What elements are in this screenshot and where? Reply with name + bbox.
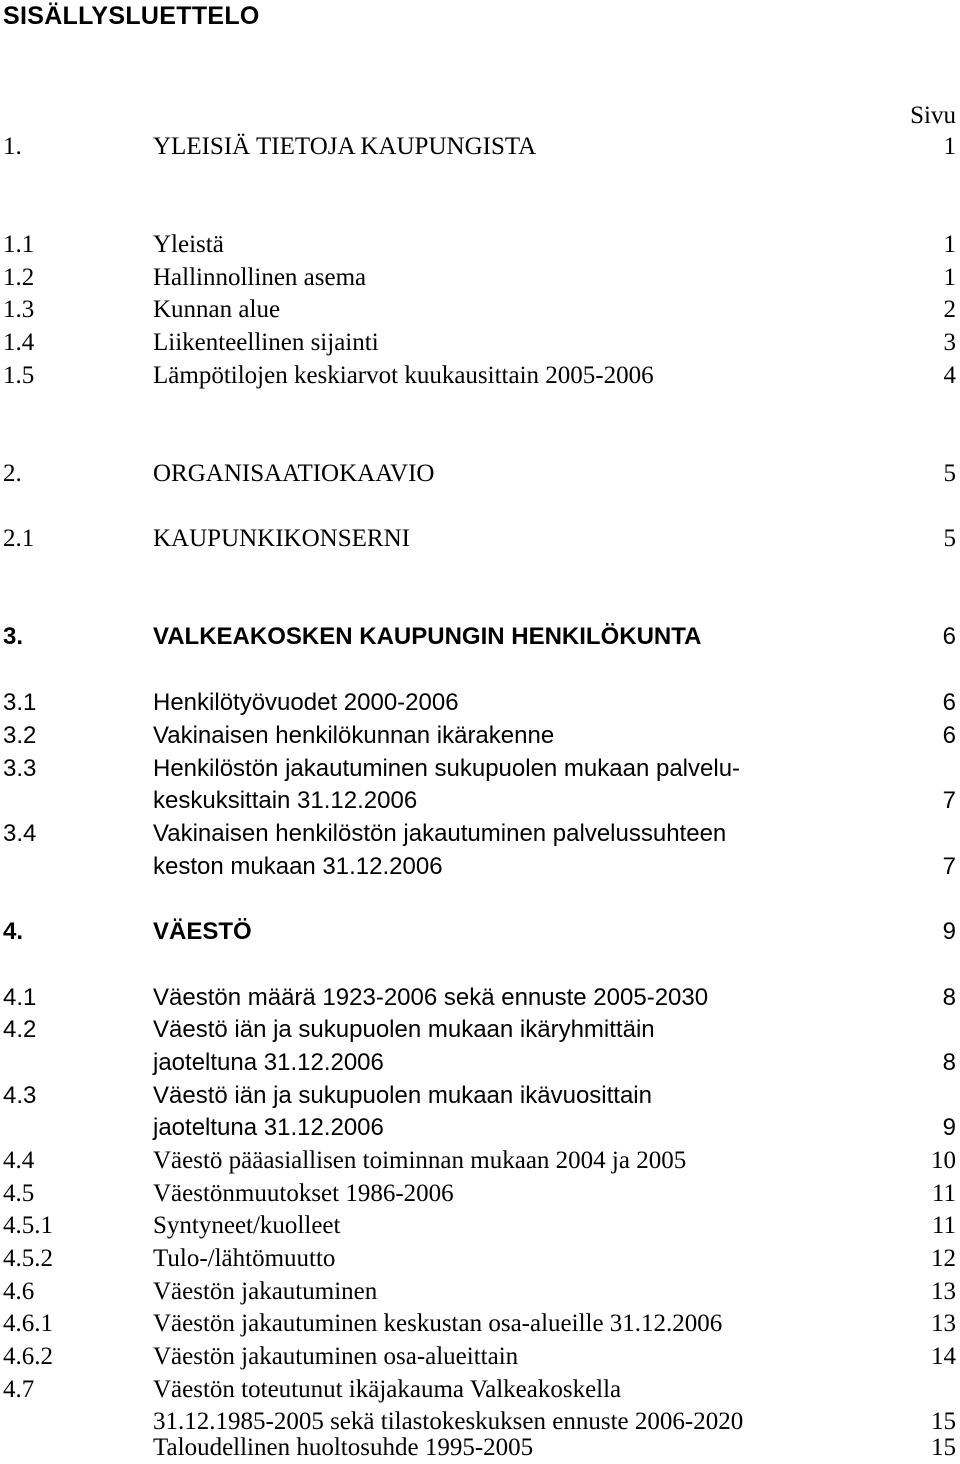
toc-entry-title: jaoteltuna 31.12.2006: [153, 1114, 384, 1141]
toc-entry-page: 5: [943, 525, 956, 552]
toc-entry-title: 31.12.1985-2005 sekä tilastokeskuksen ennuste 2006-2020: [153, 1408, 744, 1435]
toc-entry-title: jaoteltuna 31.12.2006: [153, 1049, 384, 1076]
toc-entry-number: 4.: [3, 918, 24, 945]
toc-entry-number: 3.4: [3, 820, 37, 847]
toc-entry-page: 12: [931, 1245, 956, 1272]
toc-entry-number: 4.6.1: [3, 1310, 53, 1337]
toc-entry-number: 1.5: [3, 362, 35, 389]
toc-entry-title: Syntyneet/kuolleet: [153, 1212, 341, 1239]
toc-entry-page: 9: [942, 918, 956, 945]
toc-entry-4-4: [0, 1144, 960, 1177]
toc-entry-1-4: [0, 326, 960, 359]
toc-entry-page: 11: [931, 1180, 956, 1207]
toc-entry-number: 3.: [3, 623, 24, 650]
toc-entry-4-5-2: [0, 1242, 960, 1275]
toc-entry-page: 9: [942, 1114, 956, 1141]
toc-entry-4-2: [0, 1013, 960, 1046]
toc-entry-title: Henkilötyövuodet 2000-2006: [153, 689, 459, 716]
toc-entry-page: 6: [942, 689, 956, 716]
toc-entry-title: Väestön määrä 1923-2006 sekä ennuste 2005-2030: [153, 984, 709, 1011]
toc-entry-page: 14: [931, 1343, 956, 1370]
toc-entry-page: 7: [942, 853, 956, 880]
toc-entry-3: [0, 620, 960, 653]
toc-entry-title: VALKEAKOSKEN KAUPUNGIN HENKILÖKUNTA: [153, 623, 702, 650]
toc-entry-3-4: [0, 817, 960, 850]
toc-entry-number: 1.2: [3, 264, 35, 291]
toc-entry-4-6: [0, 1275, 960, 1308]
page-column-header: Sivu: [910, 102, 956, 129]
toc-entry-number: 4.5.2: [3, 1245, 53, 1272]
toc-entry-title: Hallinnollinen asema: [153, 264, 367, 291]
toc-entry-4-6-1: [0, 1307, 960, 1340]
toc-entry-number: 1.3: [3, 296, 35, 323]
toc-entry-number: 4.3: [3, 1082, 37, 1109]
toc-entry-page: 5: [943, 460, 956, 487]
toc-entry-title: Väestö pääasiallisen toiminnan mukaan 2004 ja 2005: [153, 1147, 687, 1174]
toc-entry-number: 1.1: [3, 231, 35, 258]
toc-entry-1-2: [0, 261, 960, 294]
toc-entry-title: Lämpötilojen keskiarvot kuukausittain 2005-2006: [153, 362, 654, 389]
toc-entry-4-5: [0, 1177, 960, 1210]
toc-entry-3-2: [0, 719, 960, 752]
toc-entry-page: 13: [931, 1310, 956, 1337]
toc-entry-page: 8: [942, 984, 956, 1011]
toc-entry-3-3-continuation: [0, 784, 960, 817]
toc-entry-title: YLEISIÄ TIETOJA KAUPUNGISTA: [153, 133, 537, 160]
toc-entry-number: 3.3: [3, 755, 37, 782]
toc-entry-title: Väestön jakautuminen: [153, 1278, 378, 1305]
toc-entry-page: 10: [931, 1147, 956, 1174]
toc-entry-4: [0, 915, 960, 948]
toc-entry-number: 4.5.1: [3, 1212, 53, 1239]
toc-entry-4-3-continuation: [0, 1111, 960, 1144]
toc-entry-title: Taloudellinen huoltosuhde 1995-2005: [153, 1434, 534, 1461]
toc-entry-4-2-continuation: [0, 1046, 960, 1079]
toc-entry-title: Väestönmuutokset 1986-2006: [153, 1180, 454, 1207]
toc-entry-number: 2.1: [3, 525, 35, 552]
toc-entry-title: Väestön jakautuminen keskustan osa-alueille 31.12.2006: [153, 1310, 723, 1337]
toc-entry-number: 4.4: [3, 1147, 35, 1174]
toc-entry-title: Vakinaisen henkilöstön jakautuminen palvelussuhteen: [153, 820, 727, 847]
toc-entry-1-3: [0, 293, 960, 326]
toc-entry-number: 4.6.2: [3, 1343, 53, 1370]
toc-entry-page: 6: [942, 623, 956, 650]
toc-entry-page: 1: [943, 231, 956, 258]
toc-entry-title: Kunnan alue: [153, 296, 281, 323]
toc-entry-number: 1.: [3, 133, 22, 160]
toc-entry-title: Väestö iän ja sukupuolen mukaan ikävuosittain: [153, 1082, 652, 1109]
toc-entry-1-1: [0, 228, 960, 261]
toc-entry-page: 7: [942, 787, 956, 814]
toc-entry-title: Tulo-/lähtömuutto: [153, 1245, 336, 1272]
toc-entry-4-3: [0, 1079, 960, 1112]
toc-entry-number: 2.: [3, 460, 22, 487]
toc-entry-3-1: [0, 686, 960, 719]
toc-entry-4-6-2: [0, 1340, 960, 1373]
toc-entry-3-3: [0, 752, 960, 785]
toc-entry-title: Yleistä: [153, 231, 224, 258]
toc-entry-number: 4.5: [3, 1180, 35, 1207]
toc-entry-page: 13: [931, 1278, 956, 1305]
toc-entry-title: Väestö iän ja sukupuolen mukaan ikäryhmittäin: [153, 1016, 655, 1043]
toc-entry-title: ORGANISAATIOKAAVIO: [153, 460, 435, 487]
toc-entry-3-4-continuation: [0, 850, 960, 883]
toc-entry-page: 11: [931, 1212, 956, 1239]
toc-entry-page: 1: [943, 133, 956, 160]
toc-entry-title: Väestön jakautuminen osa-alueittain: [153, 1343, 519, 1370]
toc-entry-page: 6: [942, 722, 956, 749]
toc-entry-number: 3.1: [3, 689, 37, 716]
toc-entry-page: 4: [943, 362, 956, 389]
toc-entry-page: 2: [943, 296, 956, 323]
toc-entry-number: 4.2: [3, 1016, 37, 1043]
toc-entry-title: Vakinaisen henkilökunnan ikärakenne: [153, 722, 555, 749]
toc-entry-1-5: [0, 359, 960, 392]
toc-entry-title: Väestön toteutunut ikäjakauma Valkeakoskella: [153, 1376, 622, 1403]
toc-entry-number: 4.1: [3, 984, 37, 1011]
toc-entry-title: keston mukaan 31.12.2006: [153, 853, 443, 880]
toc-entry-title: keskuksittain 31.12.2006: [153, 787, 418, 814]
toc-entry-4-5-1: [0, 1209, 960, 1242]
toc-entry-title: KAUPUNKIKONSERNI: [153, 525, 410, 552]
toc-entry-2: [0, 457, 960, 490]
toc-entry-page: 1: [943, 264, 956, 291]
toc-entry-title: Liikenteellinen sijainti: [153, 329, 379, 356]
toc-entry-title: Henkilöstön jakautuminen sukupuolen mukaan palvelu-: [153, 755, 741, 782]
toc-entry-number: 3.2: [3, 722, 37, 749]
toc-entry-page: 3: [943, 329, 956, 356]
toc-entry-2-1: [0, 522, 960, 555]
toc-entry-4-7: [0, 1373, 960, 1406]
toc-entry-number: 1.4: [3, 329, 35, 356]
toc-entry-title: VÄESTÖ: [153, 918, 252, 945]
toc-entry-taloudellinen-huoltosuhde: [0, 1431, 960, 1464]
toc-entry-number: 4.7: [3, 1376, 35, 1403]
toc-entry-page: 15: [931, 1434, 956, 1461]
toc-entry-page: 8: [942, 1049, 956, 1076]
toc-entry-number: 4.6: [3, 1278, 35, 1305]
toc-entry-page: 15: [931, 1408, 956, 1435]
document-title: SISÄLLYSLUETTELO: [3, 2, 260, 30]
toc-entry-1: [0, 130, 960, 163]
toc-entry-4-1: [0, 981, 960, 1014]
